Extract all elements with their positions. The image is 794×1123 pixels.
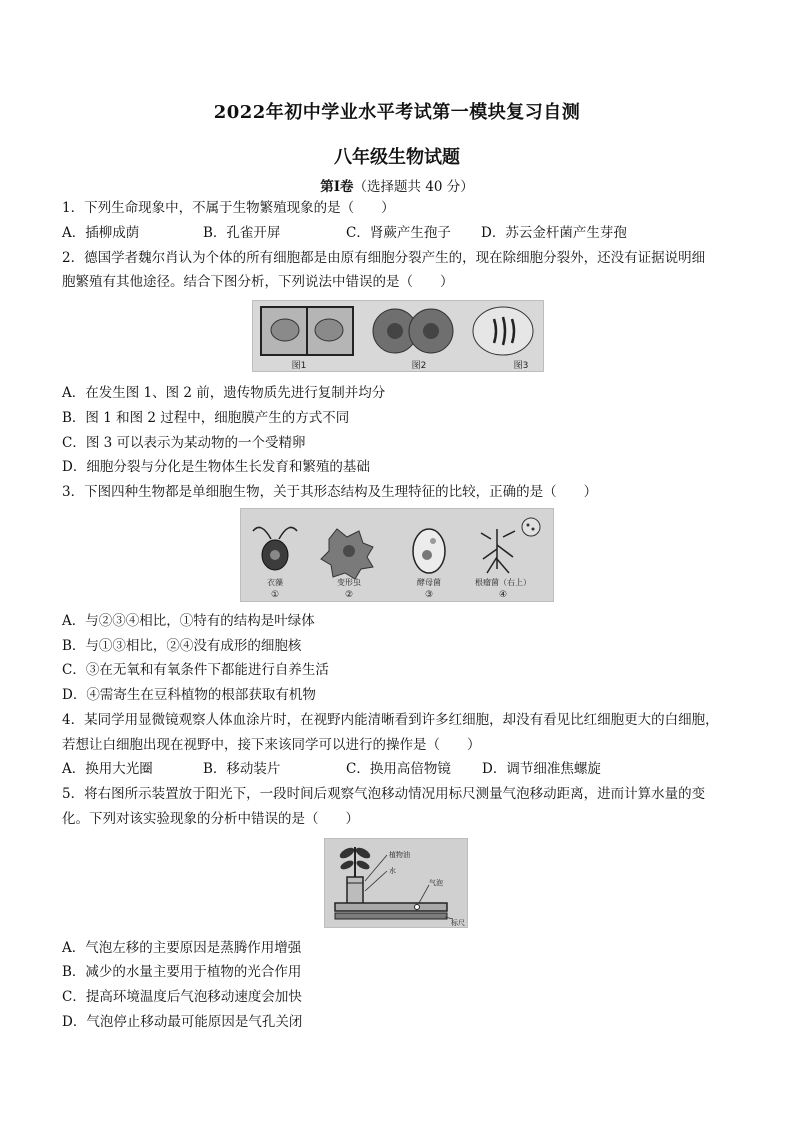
label-bubble: 气泡 xyxy=(429,879,443,887)
q5-option-d: D．气泡停止移动最可能原因是气孔关闭 xyxy=(62,1014,303,1030)
air-bubble-icon xyxy=(415,905,420,910)
exam-subtitle: 八年级生物试题 xyxy=(334,147,460,168)
yeast-figure xyxy=(413,529,445,573)
q4-stem-line2: 若想让白细胞出现在视野中，接下来该同学可以进行的操作是（ ） xyxy=(62,737,481,753)
q4-option-b: B．移动装片 xyxy=(203,761,281,777)
q5-option-b: B．减少的水量主要用于植物的光合作用 xyxy=(62,964,302,980)
cell-division-diagram xyxy=(253,301,543,371)
single-cell-figure xyxy=(473,307,533,355)
fig-label-3: 图3 xyxy=(513,361,529,371)
exam-title: 2022年初中学业水平考试第一模块复习自测 xyxy=(213,102,581,123)
q1-stem: 1．下列生命现象中，不属于生物繁殖现象的是（ ） xyxy=(62,200,395,216)
q3-option-b: B．与①③相比，②④没有成形的细胞核 xyxy=(62,638,302,654)
plant-cell-figure xyxy=(261,307,353,355)
q2-stem-line1: 2．德国学者魏尔肖认为个体的所有细胞都是由原有细胞分裂产生的，现在除细胞分裂外，还没有证据说明细 xyxy=(62,250,706,266)
organism-label-2: 变形虫 xyxy=(337,578,361,587)
label-oil: 植物油 xyxy=(389,851,410,859)
q1-option-d: D．苏云金杆菌产生芽孢 xyxy=(481,225,627,241)
section-heading xyxy=(0,175,794,195)
fig-label-1: 图1 xyxy=(291,361,307,371)
q2-option-a: A．在发生图 1、图 2 前，遗传物质先进行复制并均分 xyxy=(62,385,386,401)
organism-number-2: ② xyxy=(344,590,354,600)
q4-stem-line1: 4．某同学用显微镜观察人体血涂片时，在视野内能清晰看到许多红细胞，却没有看见比红细胞更大的白细胞， xyxy=(62,712,719,728)
q3-stem: 3．下图四种生物都是单细胞生物，关于其形态结构及生理特征的比较，正确的是（ ） xyxy=(62,484,598,500)
q2-option-b: B．图 1 和图 2 过程中，细胞膜产生的方式不同 xyxy=(62,410,350,426)
label-water: 水 xyxy=(389,867,396,875)
q4-option-d: D．调节细准焦螺旋 xyxy=(482,761,601,777)
q4-option-a: A．换用大光圈 xyxy=(62,761,153,777)
q5-figure xyxy=(324,838,468,928)
q2-option-c: C．图 3 可以表示为某动物的一个受精卵 xyxy=(62,435,306,451)
q5-option-a: A．气泡左移的主要原因是蒸腾作用增强 xyxy=(62,940,302,956)
single-cell-organisms-diagram xyxy=(241,509,553,601)
organism-label-4: 根瘤菌（右上） xyxy=(475,578,531,587)
q2-option-d: D．细胞分裂与分化是生物体生长发育和繁殖的基础 xyxy=(62,459,370,475)
label-ruler: 标尺 xyxy=(451,919,465,927)
section-note: （选择题共 40 分） xyxy=(353,179,474,195)
q1-option-b: B．孔雀开屏 xyxy=(203,225,281,241)
transpiration-apparatus-diagram xyxy=(325,839,467,927)
section-label: 第Ⅰ卷 xyxy=(320,179,354,195)
q2-stem-line2: 胞繁殖有其他途径。结合下图分析，下列说法中错误的是（ ） xyxy=(62,274,454,290)
q4-option-c: C．换用高倍物镜 xyxy=(346,761,451,777)
q1-option-a: A．插柳成荫 xyxy=(62,225,140,241)
organism-label-3: 酵母菌 xyxy=(417,578,441,587)
q5-option-c: C．提高环境温度后气泡移动速度会加快 xyxy=(62,989,302,1005)
organism-label-1: 衣藻 xyxy=(267,578,283,587)
q5-stem-line2: 化。下列对该实验现象的分析中错误的是（ ） xyxy=(62,811,359,827)
q2-figure xyxy=(252,300,544,372)
organism-number-4: ④ xyxy=(498,590,508,600)
fig-label-2: 图2 xyxy=(411,361,427,371)
organism-number-3: ③ xyxy=(424,590,434,600)
q3-option-a: A．与②③④相比，①特有的结构是叶绿体 xyxy=(62,613,315,629)
q3-option-d: D．④需寄生在豆科植物的根部获取有机物 xyxy=(62,687,316,703)
q3-figure xyxy=(240,508,554,602)
q5-stem-line1: 5．将右图所示装置放于阳光下，一段时间后观察气泡移动情况用标尺测量气泡移动距离，进而计算水量的变 xyxy=(62,786,706,802)
q3-option-c: C．③在无氧和有氧条件下都能进行自养生活 xyxy=(62,662,329,678)
organism-number-1: ① xyxy=(270,590,280,600)
q1-option-c: C．肾蕨产生孢子 xyxy=(346,225,451,241)
